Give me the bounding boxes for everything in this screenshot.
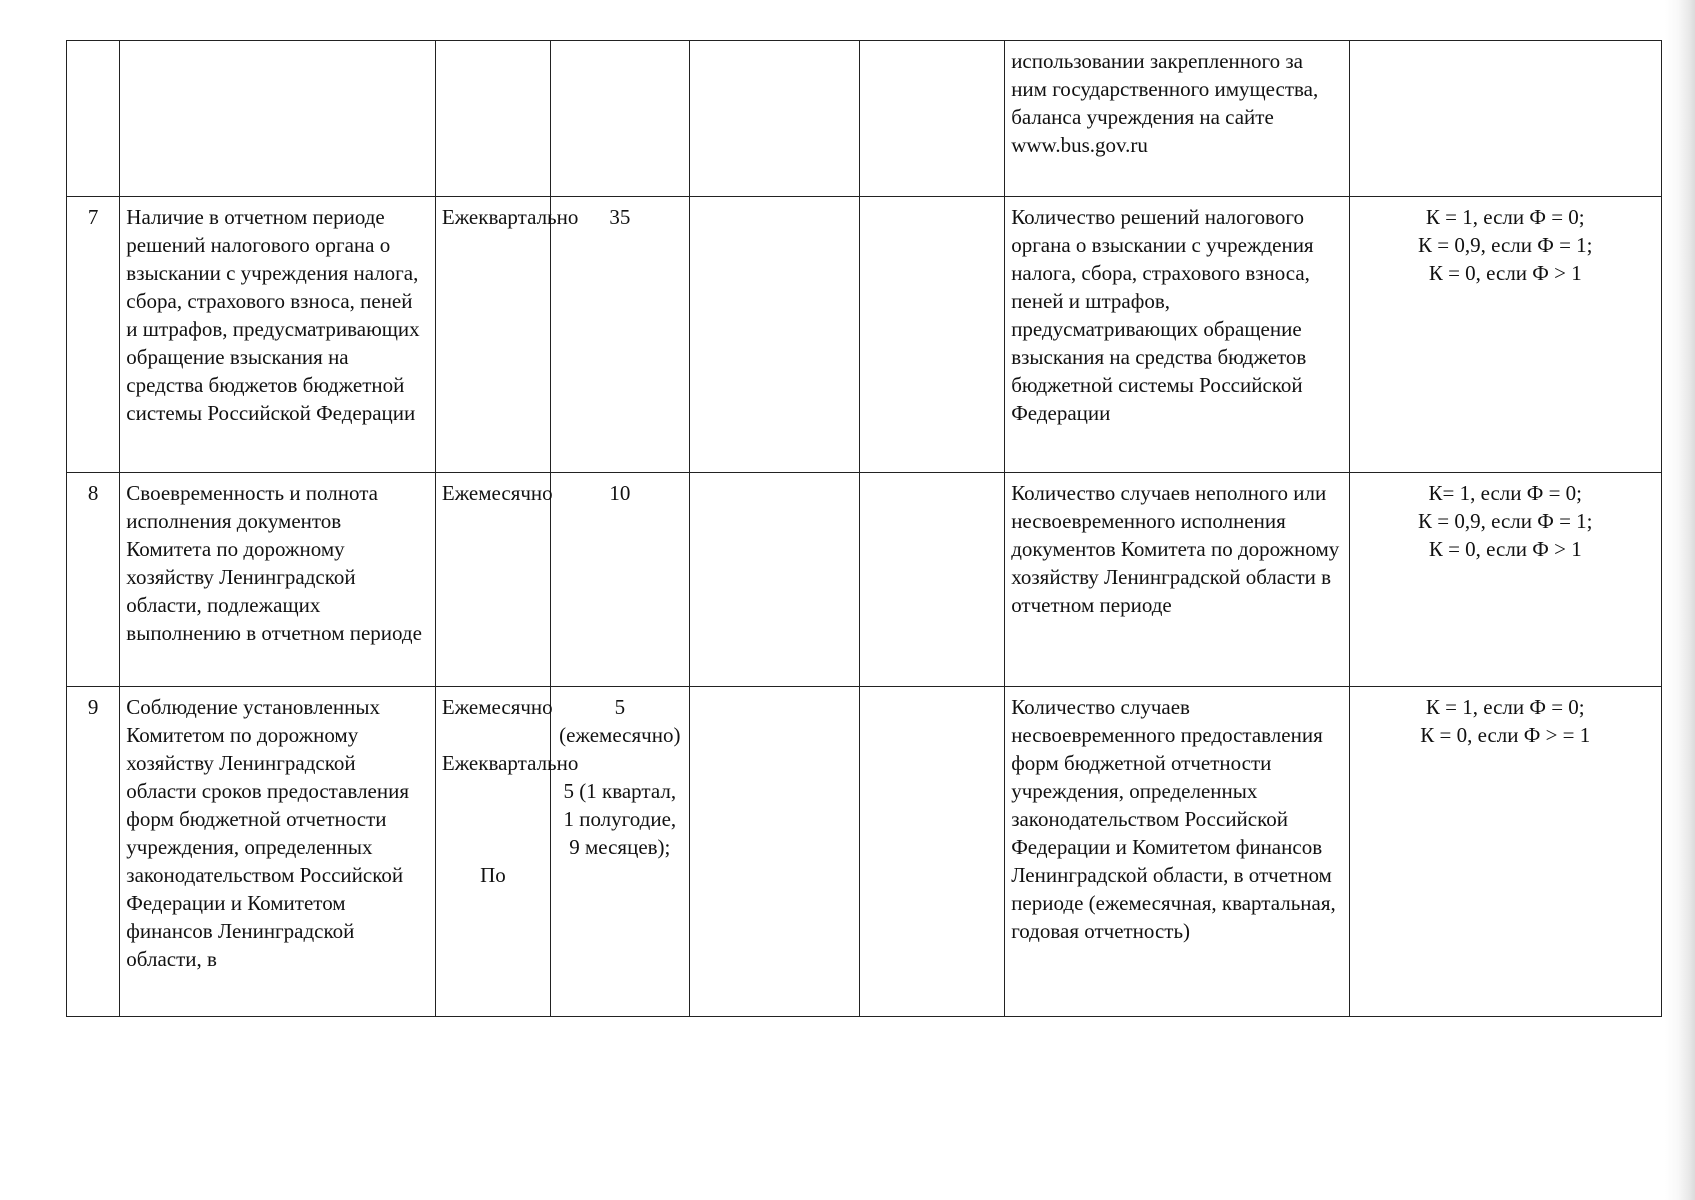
periodicity-annual: По xyxy=(480,863,506,887)
value-cell xyxy=(551,41,690,197)
empty-cell xyxy=(689,197,860,473)
formula-line: К = 0,9, если Ф = 1; xyxy=(1418,233,1593,257)
formula-line: К = 0, если Ф > 1 xyxy=(1428,261,1582,285)
formula-cell xyxy=(1349,197,1661,473)
table-row xyxy=(67,473,1662,687)
periodicity-cell: Ежемесячно xyxy=(435,473,550,687)
indicator-cell xyxy=(120,41,436,197)
formula-line: К = 1, если Ф = 0; xyxy=(1425,205,1585,229)
table-row xyxy=(67,41,1662,197)
row-number: 8 xyxy=(67,473,120,687)
periodicity-cell xyxy=(435,41,550,197)
value-cell: 10 xyxy=(551,473,690,687)
value-cell xyxy=(551,687,690,1017)
description-cell: использовании закрепленного за ним государственного имущества, баланса учреждения на сайте www.bus.gov.ru xyxy=(1005,41,1349,197)
table-row xyxy=(67,687,1662,1017)
description-cell: Количество случаев несвоевременного предоставления форм бюджетной отчетности учреждения, определенных законодательством Российской Федерации и Комитетом финансов Ленинградской области, в отчетном периоде (ежемесячная, квартальная, годовая отчетность) xyxy=(1005,687,1349,1017)
empty-cell xyxy=(689,41,860,197)
periodicity-monthly: Ежемесячно xyxy=(441,695,553,719)
periodicity-cell xyxy=(435,687,579,1017)
description-cell: Количество решений налогового органа о взыскании с учреждения налога, сбора, страхового взноса, пеней и штрафов, предусматривающих обращение взыскания на средства бюджетов бюджетной системы Российской Федерации xyxy=(1005,197,1349,473)
formula-line: К= 1, если Ф = 0; xyxy=(1428,481,1583,505)
kpi-table xyxy=(66,40,1662,1017)
formula-cell xyxy=(1349,687,1661,1017)
value-monthly: 5 (ежемесячно) xyxy=(559,695,681,747)
formula-line: К = 0, если Ф > = 1 xyxy=(1420,723,1591,747)
formula-cell xyxy=(1349,473,1661,687)
formula-line: К = 1, если Ф = 0; xyxy=(1425,695,1585,719)
empty-cell xyxy=(860,197,1005,473)
formula-line: К = 0,9, если Ф = 1; xyxy=(1418,509,1593,533)
empty-cell xyxy=(860,687,1005,1017)
value-cell: 35 xyxy=(551,197,690,473)
periodicity-cell: Ежеквартально xyxy=(435,197,550,473)
row-number: 7 xyxy=(67,197,120,473)
empty-cell xyxy=(689,473,860,687)
formula-cell xyxy=(1349,41,1661,197)
formula-line: К = 0, если Ф > 1 xyxy=(1428,537,1582,561)
row-number: 9 xyxy=(67,687,120,1017)
empty-cell xyxy=(689,687,860,1017)
indicator-cell: Наличие в отчетном периоде решений налогового органа о взыскании с учреждения налога, сбора, страхового взноса, пеней и штрафов, предусматривающих обращение взыскания на средства бюджетов бюджетной системы Российской Федерации xyxy=(120,197,436,473)
empty-cell xyxy=(860,41,1005,197)
value-quarterly: 5 (1 квартал, 1 полугодие, 9 месяцев); xyxy=(563,779,677,859)
indicator-cell: Своевременность и полнота исполнения документов Комитета по дорожному хозяйству Ленинградской области, подлежащих выполнению в отчетном периоде xyxy=(120,473,436,687)
scan-edge-shadow xyxy=(1665,0,1695,1200)
periodicity-quarterly: Ежеквартально xyxy=(441,751,579,775)
indicator-cell: Соблюдение установленных Комитетом по дорожному хозяйству Ленинградской области сроков предоставления форм бюджетной отчетности учреждения, определенных законодательством Российской Федерации и Комитетом финансов Ленинградской области, в xyxy=(120,687,436,1017)
empty-cell xyxy=(860,473,1005,687)
table-row xyxy=(67,197,1662,473)
description-cell: Количество случаев неполного или несвоевременного исполнения документов Комитета по дорожному хозяйству Ленинградской области в отчетном периоде xyxy=(1005,473,1349,687)
row-number xyxy=(67,41,120,197)
